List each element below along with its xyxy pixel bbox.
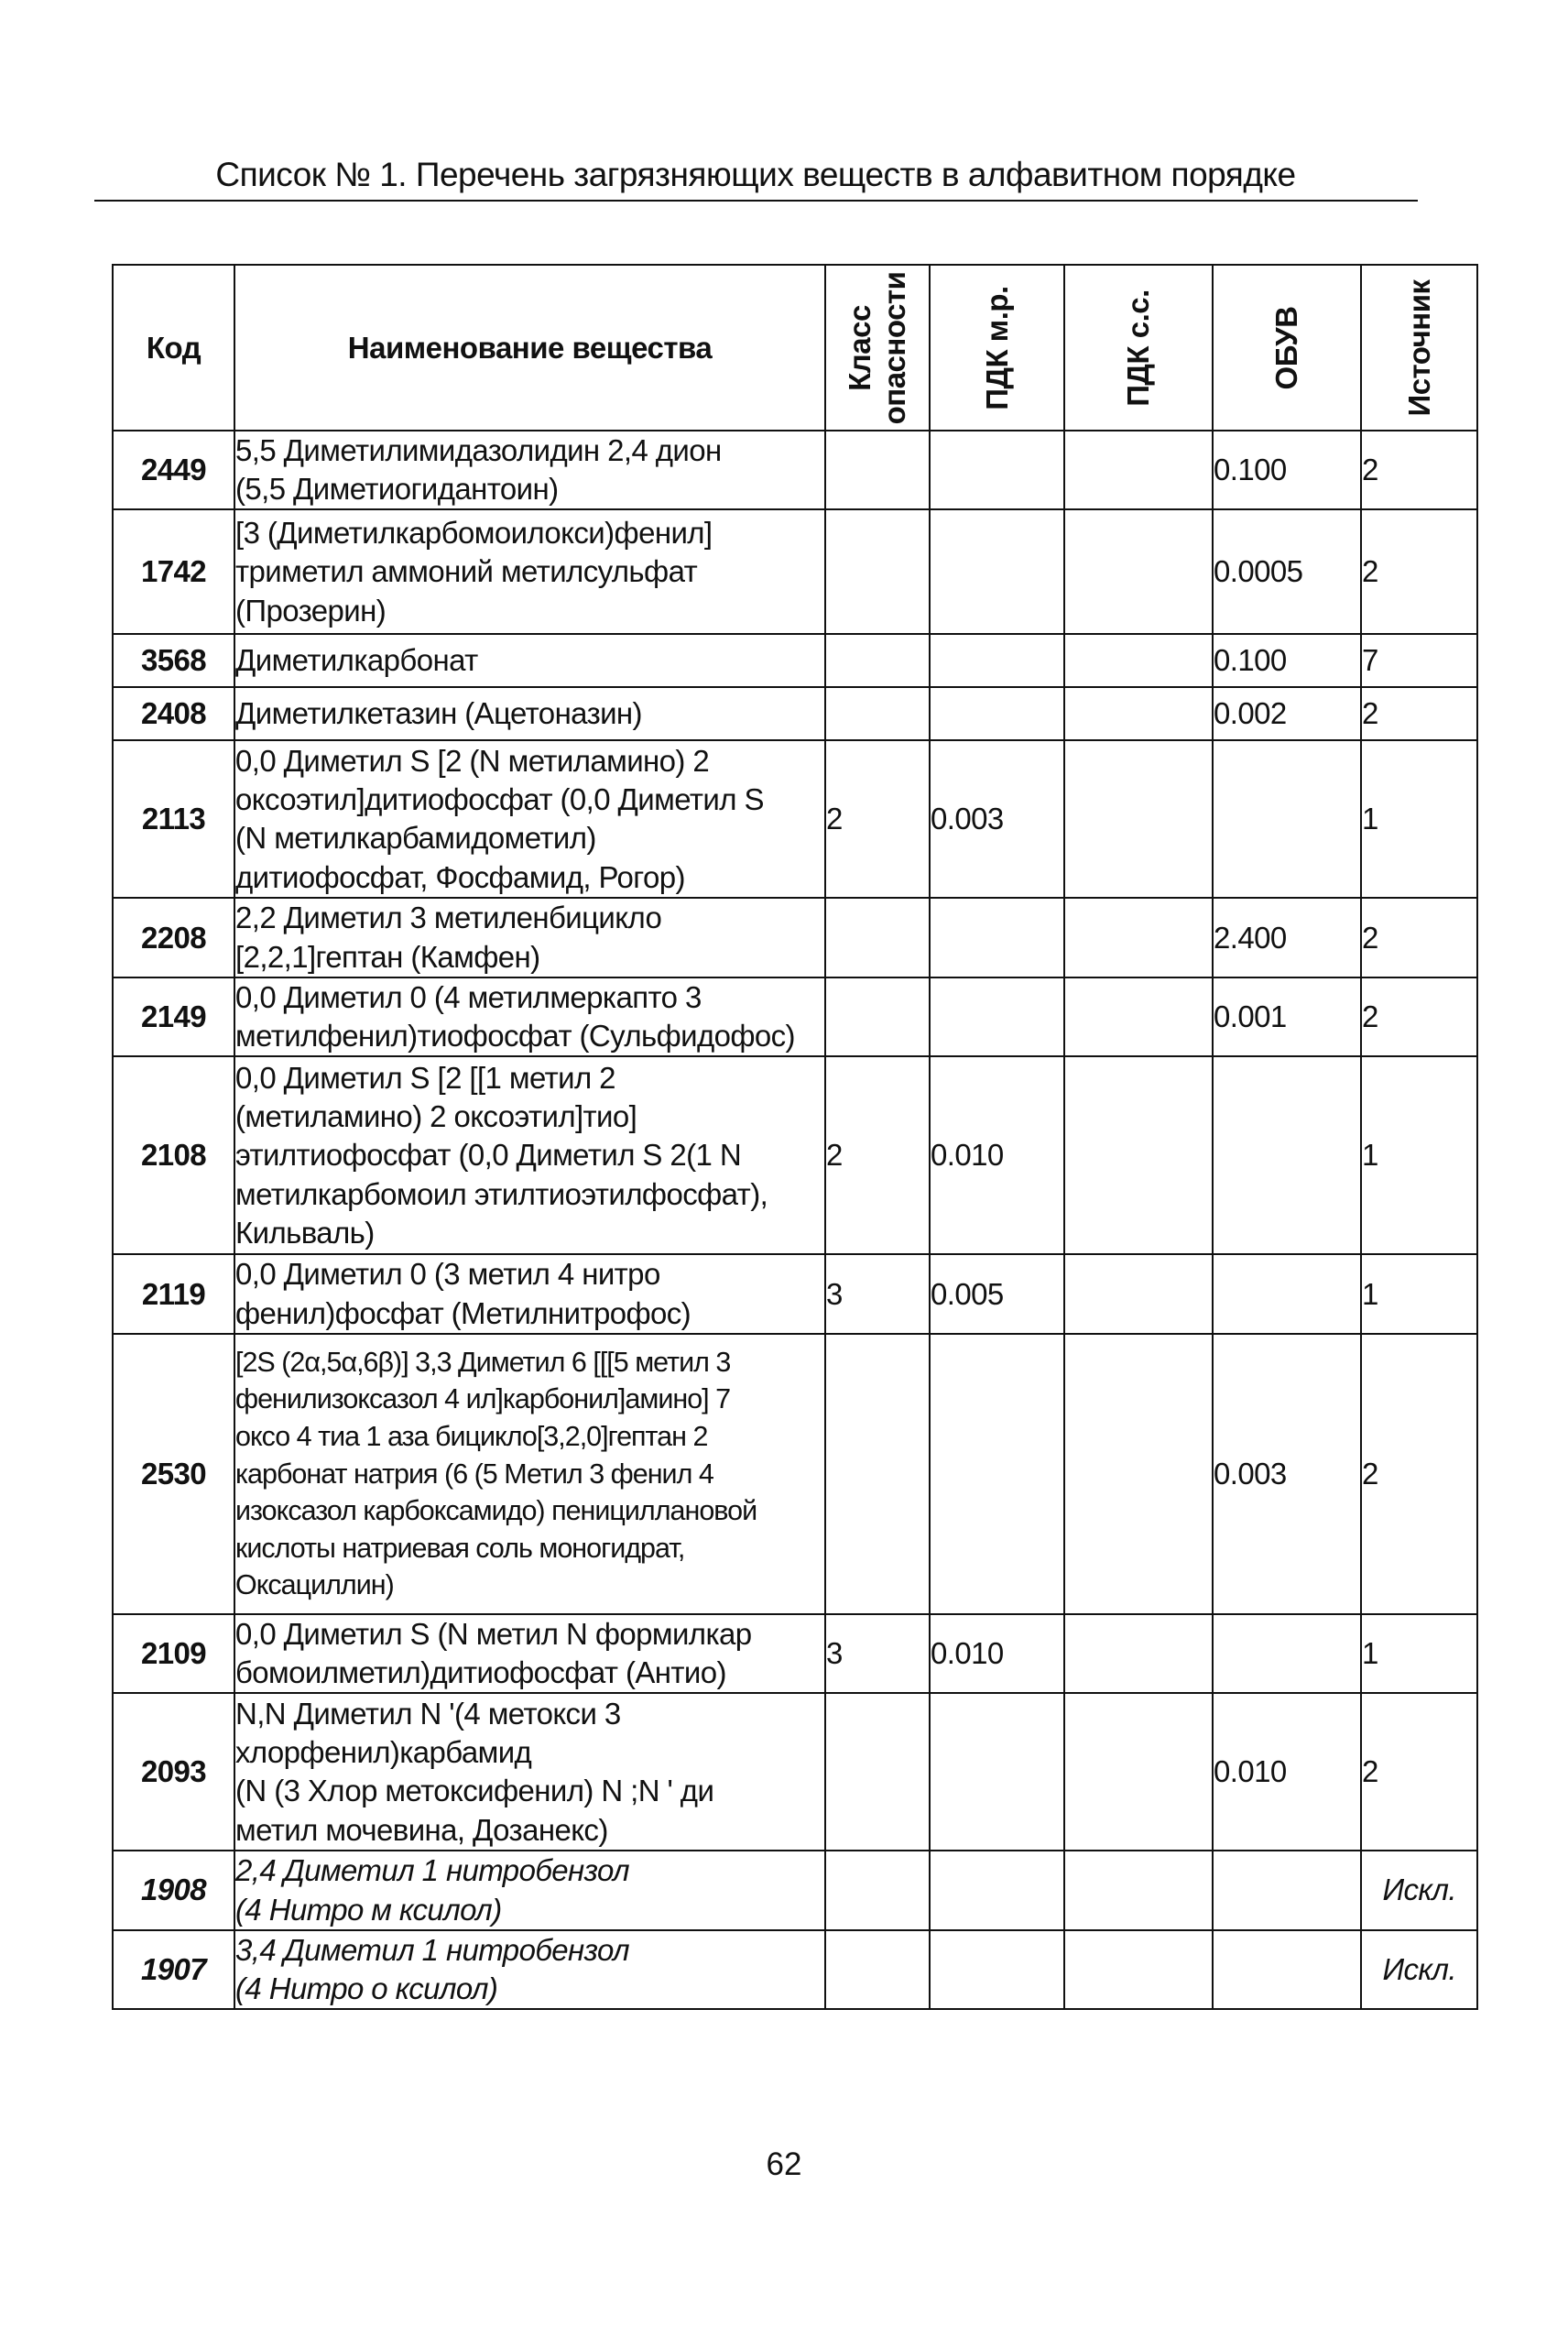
code-cell: 2530 [113,1334,234,1614]
source-cell: 2 [1361,1334,1477,1614]
pdk-ss-cell [1064,740,1213,898]
name-line: Диметилкарбонат [235,643,478,678]
table-row [113,634,1477,687]
name-line: 2,4 Диметил 1 нитробензол [235,1853,630,1888]
hazard-class-cell: 3 [825,1614,930,1693]
name-cell [234,1056,825,1254]
name-cell [234,509,825,634]
name-line: 0,0 Диметил S (N метил N формилкар [235,1616,752,1651]
source-cell: 1 [1361,1614,1477,1693]
column-header-pdk-ss-label: ПДК с.с. [1121,289,1156,407]
pdk-mr-cell [930,1930,1064,2009]
column-header-hazard-class [825,265,930,431]
hazard-class-cell [825,898,930,977]
name-cell [234,1693,825,1851]
header-rule [94,200,1418,202]
name-line: метилкарбомоил этилтиоэтилфосфат), [235,1176,768,1211]
pdk-ss-cell [1064,898,1213,977]
pdk-ss-cell [1064,1930,1213,2009]
name-line: Диметилкетазин (Ацетоназин) [235,696,642,731]
name-line: (4 Нитро о ксилол) [235,1971,498,2006]
hazard-class-cell [825,1930,930,2009]
name-line: (Прозерин) [235,593,387,628]
column-header-name: Наименование вещества [234,265,825,431]
page-number: 62 [766,2146,802,2182]
obuv-cell: 0.0005 [1213,509,1361,634]
column-header-pdk-mr-label: ПДК м.р. [979,285,1014,410]
source-cell: 1 [1361,1254,1477,1333]
code-cell: 2449 [113,431,234,509]
pdk-ss-cell [1064,687,1213,740]
name-line: [3 (Диметилкарбомоилокси)фенил] [235,516,713,551]
source-cell: 2 [1361,977,1477,1056]
code-cell: 3568 [113,634,234,687]
code-cell: 2093 [113,1693,234,1851]
pdk-mr-cell [930,1693,1064,1851]
source-cell: Искл. [1361,1930,1477,2009]
name-line: [2S (2α,5α,6β)] 3,3 Диметил 6 [[[5 метил 3 [235,1346,731,1378]
table-row [113,1254,1477,1333]
name-cell [234,977,825,1056]
obuv-cell: 0.001 [1213,977,1361,1056]
code-cell: 1742 [113,509,234,634]
source-cell: 2 [1361,431,1477,509]
column-header-obuv [1213,265,1361,431]
hazard-class-cell [825,687,930,740]
pdk-ss-cell [1064,1254,1213,1333]
table-row [113,687,1477,740]
pdk-mr-cell [930,634,1064,687]
pdk-mr-cell: 0.010 [930,1056,1064,1254]
pdk-mr-cell [930,1334,1064,1614]
table-row [113,898,1477,977]
pdk-mr-cell [930,898,1064,977]
hazard-class-cell: 2 [825,740,930,898]
obuv-cell [1213,1851,1361,1929]
column-header-source-label: Источник [1401,278,1436,417]
obuv-cell [1213,1614,1361,1693]
name-line: триметил аммоний метилсульфат [235,554,698,589]
name-cell [234,1254,825,1333]
obuv-cell [1213,1056,1361,1254]
name-line: N,N Диметил N '(4 метокси 3 [235,1696,621,1731]
obuv-cell: 0.100 [1213,634,1361,687]
table-row [113,1851,1477,1929]
code-cell: 1908 [113,1851,234,1929]
table-row [113,509,1477,634]
name-line: 5,5 Диметилимидазолидин 2,4 дион [235,433,722,467]
code-cell: 2119 [113,1254,234,1333]
obuv-cell: 0.100 [1213,431,1361,509]
name-cell [234,1334,825,1614]
table-row [113,431,1477,509]
name-line: (5,5 Диметиогидантоин) [235,472,559,507]
table-header-row [113,265,1477,431]
obuv-cell [1213,740,1361,898]
table-row [113,977,1477,1056]
name-line: 0,0 Диметил 0 (4 метилмеркапто 3 [235,979,702,1014]
table-row [113,1334,1477,1614]
name-line: 0,0 Диметил S [2 [[1 метил 2 [235,1060,615,1095]
obuv-cell: 2.400 [1213,898,1361,977]
name-line: метилфенил)тиофосфат (Сульфидофос) [235,1019,795,1054]
name-cell [234,898,825,977]
pdk-ss-cell [1064,1851,1213,1929]
name-cell [234,431,825,509]
name-line: фенил)фосфат (Метилнитрофос) [235,1295,691,1330]
name-line: бомоилметил)дитиофосфат (Антио) [235,1655,726,1690]
column-header-hazard-class-line1: Класс [843,304,877,391]
pdk-mr-cell: 0.005 [930,1254,1064,1333]
name-line: Оксациллин) [235,1569,394,1601]
hazard-class-cell [825,431,930,509]
table-row [113,1614,1477,1693]
code-cell: 2149 [113,977,234,1056]
name-line: 0,0 Диметил S [2 (N метиламино) 2 [235,744,710,778]
pdk-ss-cell [1064,977,1213,1056]
pdk-ss-cell [1064,634,1213,687]
hazard-class-cell [825,1693,930,1851]
name-line: оксоэтил]дитиофосфат (0,0 Диметил S [235,782,764,817]
name-line: [2,2,1]гептан (Камфен) [235,939,540,974]
name-line: дитиофосфат, Фосфамид, Рогор) [235,859,685,894]
name-line: оксо 4 тиа 1 аза бицикло[3,2,0]гептан 2 [235,1421,708,1453]
name-line: кислоты натриевая соль моногидрат, [235,1532,685,1564]
obuv-cell: 0.002 [1213,687,1361,740]
pdk-mr-cell: 0.003 [930,740,1064,898]
obuv-cell: 0.010 [1213,1693,1361,1851]
table-row [113,1056,1477,1254]
source-cell: 2 [1361,509,1477,634]
name-line: Кильваль) [235,1215,375,1250]
name-line: (4 Нитро м ксилол) [235,1892,502,1927]
table-row [113,1693,1477,1851]
column-header-pdk-ss [1064,265,1213,431]
hazard-class-cell [825,509,930,634]
code-cell: 2408 [113,687,234,740]
hazard-class-cell [825,1334,930,1614]
pdk-mr-cell [930,509,1064,634]
name-line: карбонат натрия (6 (5 Метил 3 фенил 4 [235,1458,713,1490]
column-header-pdk-mr [930,265,1064,431]
page-title: Список № 1. Перечень загрязняющих веществ в алфавитном порядке [215,156,1296,193]
hazard-class-cell [825,1851,930,1929]
pdk-ss-cell [1064,1334,1213,1614]
pdk-mr-cell [930,687,1064,740]
pdk-ss-cell [1064,1693,1213,1851]
name-line: (N метилкарбамидометил) [235,821,596,856]
obuv-cell [1213,1930,1361,2009]
code-cell: 2208 [113,898,234,977]
pdk-mr-cell [930,977,1064,1056]
pdk-mr-cell [930,431,1064,509]
column-header-code: Код [113,265,234,431]
pdk-mr-cell [930,1851,1064,1929]
name-line: хлорфенил)карбамид [235,1735,532,1770]
name-line: 0,0 Диметил 0 (3 метил 4 нитро [235,1257,660,1292]
pdk-ss-cell [1064,431,1213,509]
name-cell [234,740,825,898]
name-line: (метиламино) 2 оксоэтил]тио] [235,1099,637,1134]
hazard-class-cell: 3 [825,1254,930,1333]
pdk-ss-cell [1064,1056,1213,1254]
name-cell [234,634,825,687]
name-line: 3,4 Диметил 1 нитробензол [235,1932,630,1967]
substances-table [112,264,1478,2010]
name-line: этилтиофосфат (0,0 Диметил S 2(1 N [235,1138,742,1173]
code-cell: 2108 [113,1056,234,1254]
source-cell: 1 [1361,740,1477,898]
hazard-class-cell: 2 [825,1056,930,1254]
table-row [113,1930,1477,2009]
code-cell: 2113 [113,740,234,898]
name-line: метил мочевина, Дозанекс) [235,1812,608,1847]
table-row [113,740,1477,898]
code-cell: 2109 [113,1614,234,1693]
column-header-obuv-label: ОБУВ [1269,306,1304,389]
pdk-mr-cell: 0.010 [930,1614,1064,1693]
obuv-cell [1213,1254,1361,1333]
pdk-ss-cell [1064,509,1213,634]
name-line: 2,2 Диметил 3 метиленбицикло [235,901,662,935]
name-cell [234,687,825,740]
name-cell [234,1930,825,2009]
name-line: изоксазол карбоксамидо) пенициллановой [235,1495,757,1527]
pdk-ss-cell [1064,1614,1213,1693]
name-cell [234,1851,825,1929]
source-cell: 2 [1361,1693,1477,1851]
obuv-cell: 0.003 [1213,1334,1361,1614]
hazard-class-cell [825,977,930,1056]
source-cell: Искл. [1361,1851,1477,1929]
code-cell: 1907 [113,1930,234,2009]
name-line: (N (3 Хлор метоксифенил) N ;N ' ди [235,1774,714,1808]
source-cell: 7 [1361,634,1477,687]
hazard-class-cell [825,634,930,687]
source-cell: 1 [1361,1056,1477,1254]
column-header-source [1361,265,1477,431]
name-cell [234,1614,825,1693]
name-line: фенилизоксазол 4 ил]карбонил]амино] 7 [235,1383,731,1415]
source-cell: 2 [1361,687,1477,740]
column-header-hazard-class-line2: опасности [877,271,911,424]
source-cell: 2 [1361,898,1477,977]
table-body [113,431,1477,2009]
